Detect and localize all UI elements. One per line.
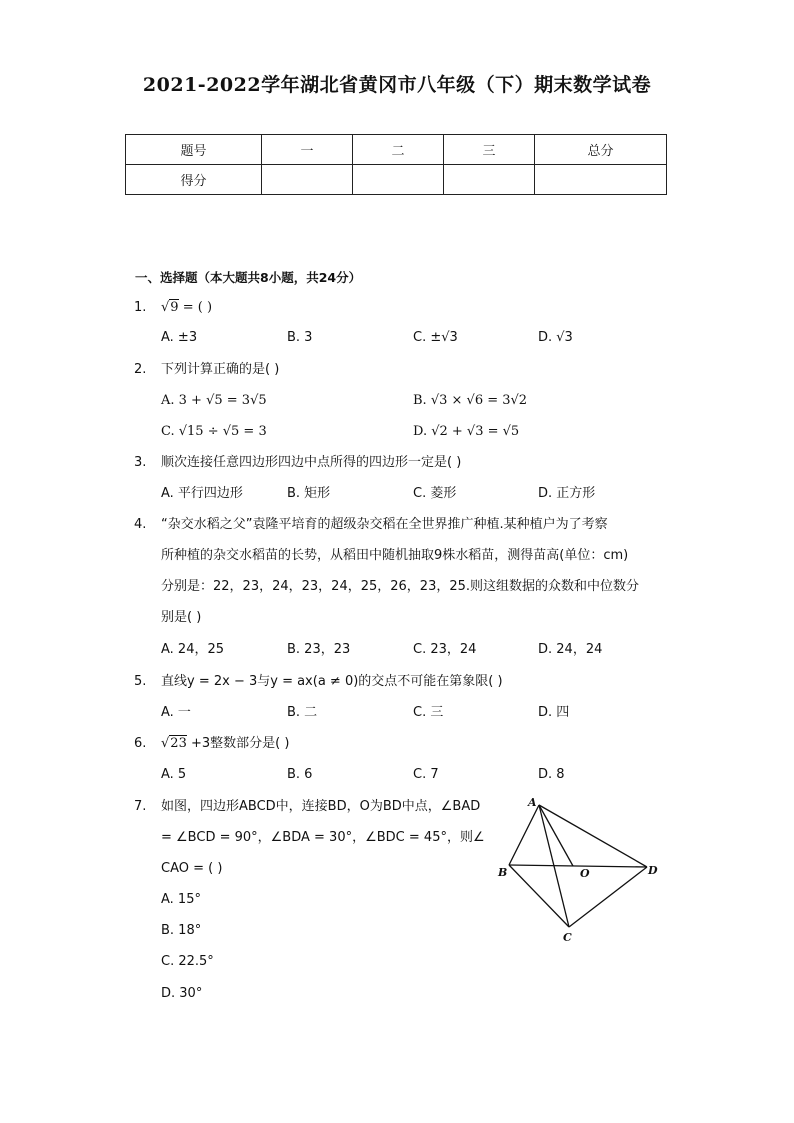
question-number: 2. [134,362,147,377]
score-header-cell: 三 [444,135,535,165]
question-number: 1. [134,300,147,315]
edge-ad [539,805,647,867]
option: D. 24，24 [538,642,603,657]
option: B. √3 × √6 = 3√2 [413,393,528,408]
score-table [125,134,667,195]
sqrt-symbol: √ [161,736,170,751]
score-cell [262,165,353,195]
diagonal-bd [509,865,647,867]
option: B. 3 [287,330,313,345]
score-header-cell: 一 [262,135,353,165]
radicand: 9 [170,300,179,315]
option: B. 23，23 [287,642,351,657]
stem-tail: +3整数部分是( ) [186,736,290,751]
question-number: 5. [134,674,147,689]
option: B. 矩形 [287,486,331,501]
option: A. 平行四边形 [161,486,243,501]
vertex-label-b: B [498,866,508,879]
question-stem [161,298,212,318]
option: A. 24，25 [161,642,225,657]
vertex-label-d: D [648,864,658,877]
question-line: 别是( ) [161,610,202,625]
question-line: “杂交水稻之父”袁隆平培育的超级杂交稻在全世界推广种植.某种植户为了考察 [161,517,608,532]
question-line: 所种植的杂交水稻苗的长势，从稻田中随机抽取9株水稻苗，测得苗高(单位：cm) [161,548,629,563]
score-row-label: 得分 [126,165,262,195]
option: B. 二 [287,705,318,720]
question-number: 3. [134,455,147,470]
question-line: = ∠BCD = 90°，∠BDA = 30°，∠BDC = 45°，则∠ [161,830,485,845]
score-cell [353,165,444,195]
score-cell [535,165,667,195]
option: C. 22.5° [161,954,214,969]
score-cell [444,165,535,195]
score-header-cell: 题号 [126,135,262,165]
quadrilateral-figure [495,795,665,945]
option: D. 四 [538,705,570,720]
option: A. 5 [161,767,187,782]
question-stem: 直线y = 2x − 3与y = ax(a ≠ 0)的交点不可能在第象限( ) [161,674,503,689]
score-header-cell: 总分 [535,135,667,165]
option: C. ±√3 [413,330,458,345]
option: A. 一 [161,705,191,720]
score-table-header-row [126,135,667,165]
sqrt-symbol: √ [161,300,170,315]
score-header-cell: 二 [353,135,444,165]
option: D. √3 [538,330,573,345]
option: D. 8 [538,767,565,782]
option: C. 三 [413,705,444,720]
point-label-o: O [580,867,590,880]
option: C. 7 [413,767,439,782]
option: D. 30° [161,986,203,1001]
option: C. 23，24 [413,642,477,657]
edge-bc [509,865,569,927]
question-line: 如图，四边形ABCD中，连接BD，O为BD中点，∠BAD [161,799,481,814]
section-heading: 一、选择题（本大题共8小题，共24分） [135,270,362,285]
vertex-label-c: C [563,931,572,944]
question-line: 分别是：22，23，24，23，24，25，26，23，25.则这组数据的众数和中位数分 [161,579,640,594]
question-number: 7. [134,799,147,814]
option: A. ±3 [161,330,198,345]
question-stem: 顺次连接任意四边形四边中点所得的四边形一定是( ) [161,455,462,470]
score-table-score-row [126,165,667,195]
option: A. 3 + √5 = 3√5 [161,393,267,408]
edge-ab [509,805,539,865]
option: B. 6 [287,767,313,782]
question-line: CAO = ( ) [161,861,223,876]
question-stem: 下列计算正确的是( ) [161,362,280,377]
option: A. 15° [161,892,201,907]
option: C. 菱形 [413,486,457,501]
question-number: 4. [134,517,147,532]
question-number: 6. [134,736,147,751]
radicand: 23 [170,736,187,751]
stem-tail: = ( ) [178,300,213,315]
page-title: 2021-2022学年湖北省黄冈市八年级（下）期末数学试卷 [142,74,652,96]
option: D. √2 + √3 = √5 [413,424,520,439]
option: B. 18° [161,923,202,938]
question-stem [161,734,289,754]
vertex-label-a: A [528,796,537,809]
option: D. 正方形 [538,486,596,501]
option: C. √15 ÷ √5 = 3 [161,424,267,439]
